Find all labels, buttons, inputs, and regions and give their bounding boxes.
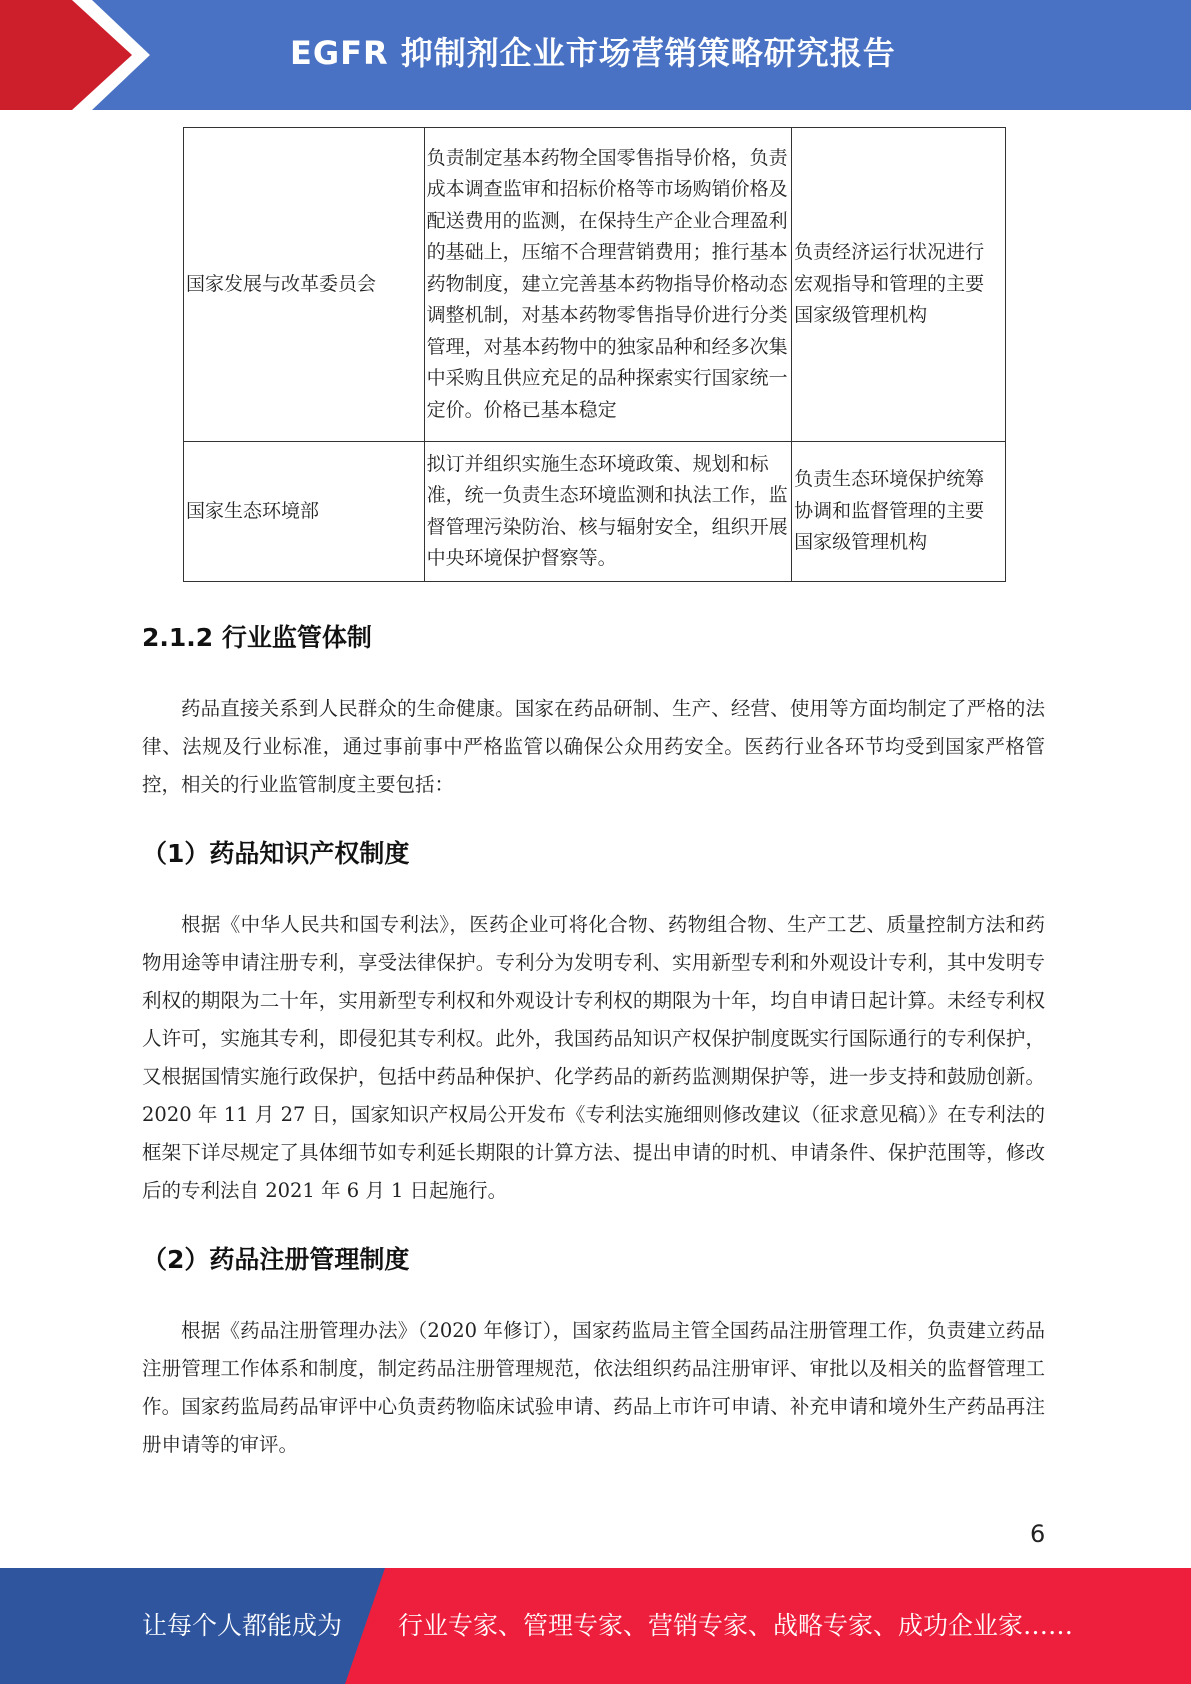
- table-row: [184, 128, 1006, 442]
- table-cell-dept: 国家发展与改革委员会: [184, 128, 425, 442]
- registration-paragraph: 根据《药品注册管理办法》（2020 年修订），国家药监局主管全国药品注册管理工作，负责建立药品注册管理工作体系和制度，制定药品注册管理规范，依法组织药品注册审评、审批以及相关的监督管理工作。国家药监局药品审评中心负责药物临床试验申请、药品上市许可申请、补充申请和境外生产药品再注册申请等的审评。: [142, 1319, 1045, 1456]
- table-cell-duties: 负责制定基本药物全国零售指导价格，负责成本调查监审和招标价格等市场购销价格及配送费用的监测，在保持生产企业合理盈利的基础上，压缩不合理营销费用；推行基本药物制度，建立完善基本药物指导价格动态调整机制，对基本药物零售指导价进行分类管理，对基本药物中的独家品种和经多次集中采购且供应充足的品种探索实行国家统一定价。价格已基本稳定: [424, 128, 791, 442]
- table-cell-role: 负责经济运行状况进行宏观指导和管理的主要国家级管理机构: [792, 128, 1006, 442]
- section-intro-paragraph: 药品直接关系到人民群众的生命健康。国家在药品研制、生产、经营、使用等方面均制定了严格的法律、法规及行业标准，通过事前事中严格监管以确保公众用药安全。医药行业各环节均受到国家严格管控，相关的行业监管制度主要包括：: [142, 697, 1045, 796]
- ip-paragraph: 根据《中华人民共和国专利法》，医药企业可将化合物、药物组合物、生产工艺、质量控制方法和药物用途等申请注册专利，享受法律保护。专利分为发明专利、实用新型专利和外观设计专利，其中发明专利权的期限为二十年，实用新型专利权和外观设计专利权的期限为十年，均自申请日起计算。未经专利权人许可，实施其专利，即侵犯其专利权。此外，我国药品知识产权保护制度既实行国际通行的专利保护，又根据国情实施行政保护，包括中药品种保护、化学药品的新药监测期保护等，进一步支持和鼓励创新。2020 年 11 月 27 日，国家知识产权局公开发布《专利法实施细则修改建议（征求意见稿）》在专利法的框架下详尽规定了具体细节如专利延长期限的计算方法、提出申请的时机、申请条件、保护范围等，修改后的专利法自 2021 年 6 月 1 日起施行。: [142, 913, 1045, 1202]
- page-header: [0, 0, 1191, 110]
- subsection-heading-ip: （1）药品知识产权制度: [142, 839, 410, 868]
- department-table: [183, 127, 1006, 582]
- footer-slogan-right: 行业专家、管理专家、营销专家、战略专家、成功企业家……: [398, 1611, 1074, 1640]
- section-heading: 2.1.2 行业监管体制: [142, 623, 372, 652]
- table-cell-role: 负责生态环境保护统筹协调和监督管理的主要国家级管理机构: [792, 442, 1006, 582]
- page-number: 6: [1030, 1520, 1046, 1548]
- table-cell-duties: 拟订并组织实施生态环境政策、规划和标准，统一负责生态环境监测和执法工作，监督管理污染防治、核与辐射安全，组织开展中央环境保护督察等。: [424, 442, 791, 582]
- footer-slogan-left: 让每个人都能成为: [142, 1611, 343, 1640]
- report-title: EGFR 抑制剂企业市场营销策略研究报告: [290, 34, 896, 72]
- table-row: [184, 442, 1006, 582]
- page-footer: [0, 1568, 1191, 1684]
- header-chevron-icon: [0, 0, 160, 110]
- subsection-heading-registration: （2）药品注册管理制度: [142, 1245, 410, 1274]
- table-cell-dept: 国家生态环境部: [184, 442, 425, 582]
